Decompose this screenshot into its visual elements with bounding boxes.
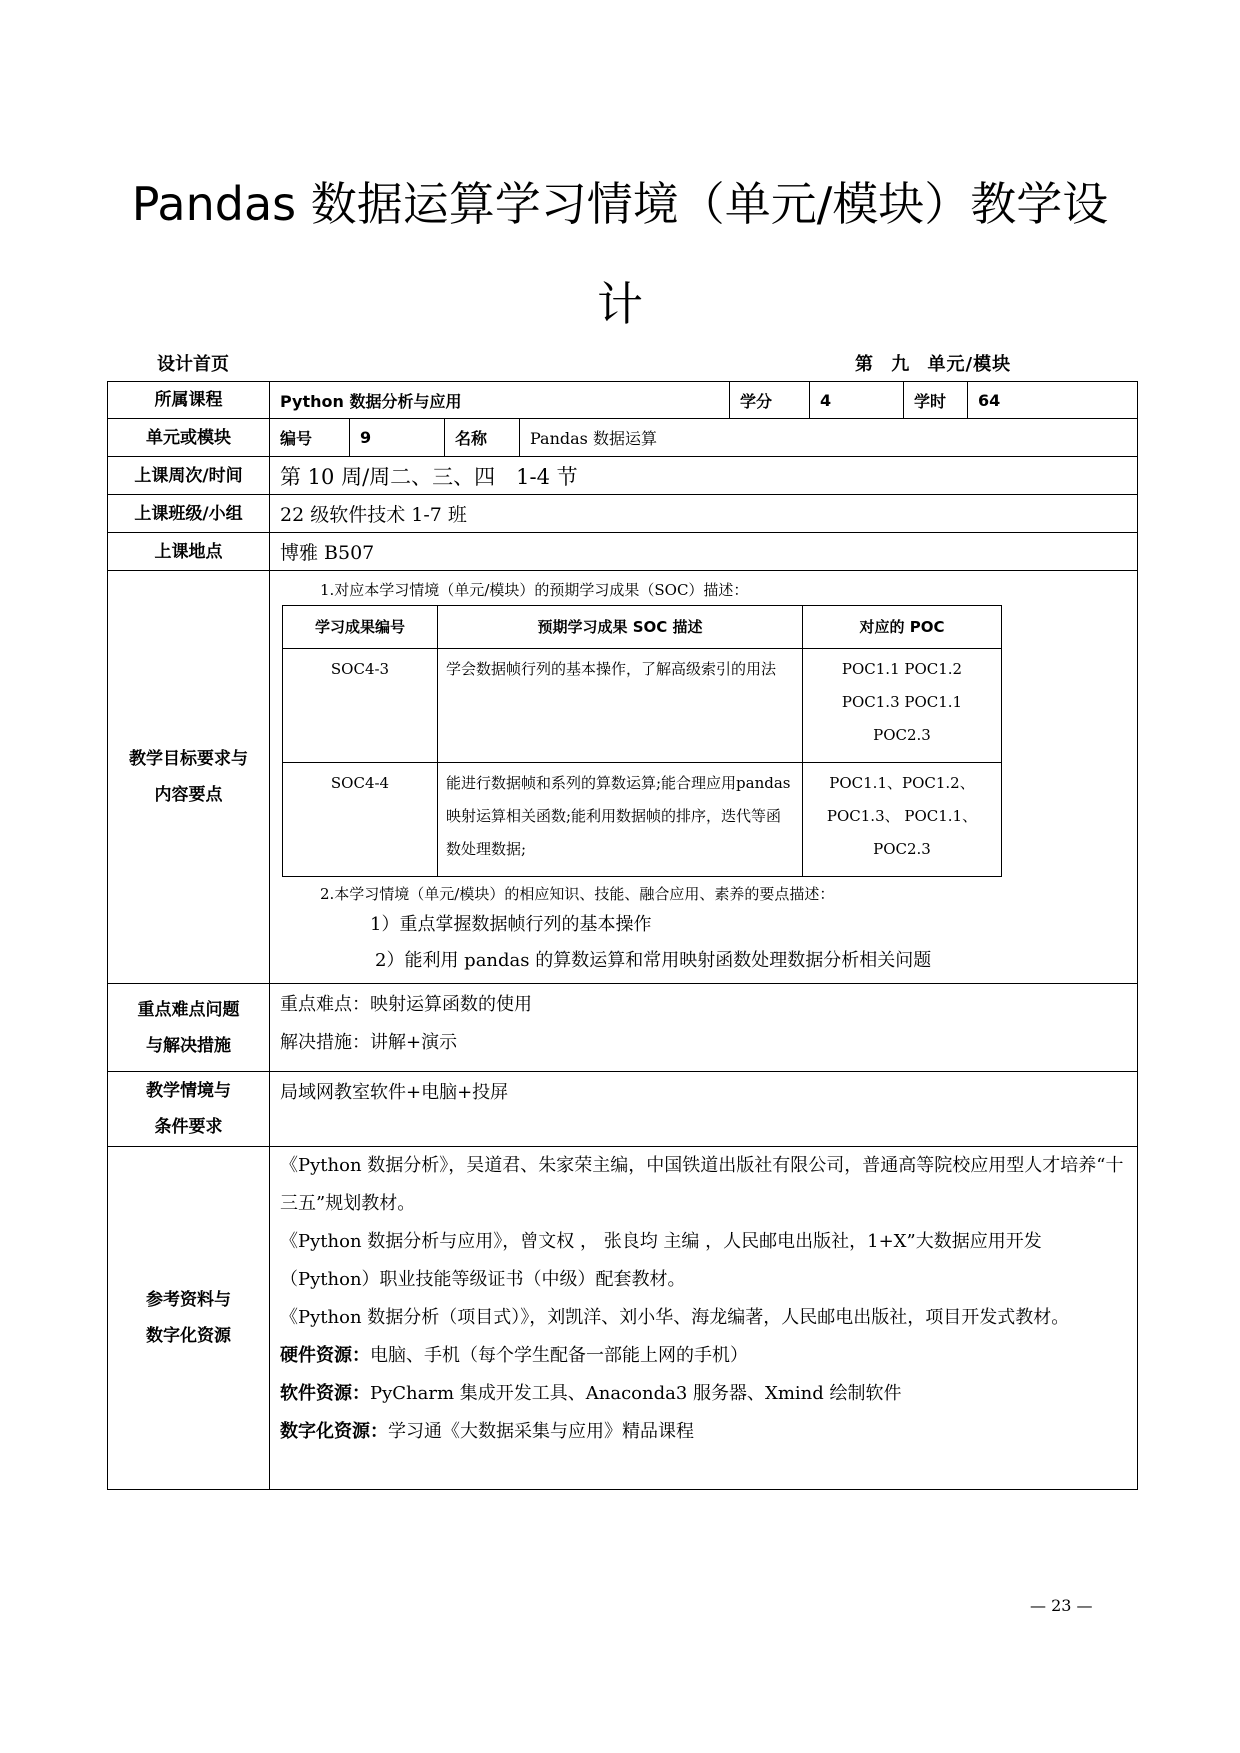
soc-poc bbox=[803, 649, 1002, 763]
design-homepage-label: 设计首页 bbox=[157, 354, 229, 375]
digital-resources bbox=[280, 1413, 1127, 1451]
soc-header-code: 学习成果编号 bbox=[283, 606, 438, 649]
soc-poc-line: POC1.3 POC1.1 bbox=[841, 693, 963, 711]
difficulty-content bbox=[270, 984, 1138, 1072]
goals-label-line2: 内容要点 bbox=[154, 785, 223, 805]
number-value: 9 bbox=[350, 419, 445, 457]
unit-label: 单元或模块 bbox=[108, 419, 270, 457]
document-title-line1: Pandas 数据运算学习情境（单元/模块）教学设 bbox=[131, 177, 1109, 231]
conditions-value: 局域网教室软件+电脑+投屏 bbox=[270, 1072, 1138, 1147]
key-point: 1）重点掌握数据帧行列的基本操作 bbox=[370, 914, 652, 935]
key-point: 2）能利用 pandas 的算数运算和常用映射函数处理数据分析相关问题 bbox=[375, 950, 932, 971]
course-label: 所属课程 bbox=[108, 382, 270, 419]
goals-row bbox=[108, 571, 1138, 984]
software-value: PyCharm 集成开发工具、Anaconda3 服务器、Xmind 绘制软件 bbox=[370, 1383, 902, 1404]
soc-desc: 能进行数据帧和系列的算数运算;能合理应用pandas映射运算相关函数;能利用数据帧的排序，迭代等函数处理数据; bbox=[438, 763, 803, 877]
soc-header-desc: 预期学习成果 SOC 描述 bbox=[438, 606, 803, 649]
hardware-value: 电脑、手机（每个学生配备一部能上网的手机） bbox=[370, 1345, 748, 1366]
difficulty-label-line2: 与解决措施 bbox=[146, 1035, 231, 1056]
reference-item: 《Python 数据分析》，吴道君、朱家荣主编，中国铁道出版社有限公司，普通高等院校应用型人才培养“十三五”规划教材。 bbox=[280, 1155, 1124, 1214]
class-value: 22 级软件技术 1-7 班 bbox=[270, 495, 1138, 533]
soc-header-poc: 对应的 POC bbox=[803, 606, 1002, 649]
place-value: 博雅 B507 bbox=[270, 533, 1138, 571]
credit-label: 学分 bbox=[730, 382, 810, 419]
references-content bbox=[270, 1147, 1138, 1490]
page-number: — 23 — bbox=[1030, 1596, 1093, 1615]
place-row bbox=[108, 533, 1138, 571]
week-label: 上课周次/时间 bbox=[108, 457, 270, 495]
hardware-resources bbox=[280, 1337, 1127, 1375]
difficulty-line: 重点难点：映射运算函数的使用 bbox=[280, 994, 532, 1015]
difficulty-label bbox=[108, 984, 270, 1072]
soc-poc-line: POC2.3 bbox=[873, 840, 931, 858]
course-design-table bbox=[107, 381, 1138, 1490]
unit-module-label: 第 九 单元/模块 bbox=[855, 354, 1012, 375]
number-label: 编号 bbox=[270, 419, 350, 457]
soc-poc-line: POC2.3 bbox=[873, 726, 931, 744]
week-row bbox=[108, 457, 1138, 495]
difficulty-row bbox=[108, 984, 1138, 1072]
conditions-label bbox=[108, 1072, 270, 1147]
references-label bbox=[108, 1147, 270, 1490]
credit-value: 4 bbox=[810, 382, 904, 419]
software-label: 软件资源： bbox=[280, 1383, 370, 1404]
goals-label bbox=[108, 571, 270, 984]
conditions-row bbox=[108, 1072, 1138, 1147]
goals-content bbox=[270, 571, 1138, 984]
soc-row bbox=[283, 649, 1002, 763]
course-row bbox=[108, 382, 1138, 419]
reference-item: 《Python 数据分析与应用》，曾文权 ， 张良均 主编 ，人民邮电出版社，1+X”大数据应用开发（Python）职业技能等级证书（中级）配套教材。 bbox=[280, 1231, 1042, 1290]
soc-code: SOC4-4 bbox=[283, 763, 438, 877]
reference-item: 《Python 数据分析（项目式）》，刘凯洋、刘小华、海龙编著，人民邮电出版社，项目开发式教材。 bbox=[280, 1307, 1070, 1328]
digital-value: 学习通《大数据采集与应用》精品课程 bbox=[388, 1421, 694, 1442]
key-points-intro: 2.本学习情境（单元/模块）的相应知识、技能、融合应用、素养的要点描述： bbox=[320, 885, 835, 903]
soc-row bbox=[283, 763, 1002, 877]
soc-poc-line: POC1.3、 POC1.1、 bbox=[826, 807, 978, 825]
class-label: 上课班级/小组 bbox=[108, 495, 270, 533]
class-row bbox=[108, 495, 1138, 533]
conditions-label-line2: 条件要求 bbox=[154, 1117, 223, 1137]
soc-desc: 学会数据帧行列的基本操作，了解高级索引的用法 bbox=[438, 649, 803, 763]
name-label: 名称 bbox=[445, 419, 520, 457]
soc-header-row bbox=[283, 606, 1002, 649]
goals-label-line1: 教学目标要求与 bbox=[129, 749, 248, 769]
soc-intro: 1.对应本学习情境（单元/模块）的预期学习成果（SOC）描述： bbox=[320, 581, 749, 599]
difficulty-label-line1: 重点难点问题 bbox=[137, 999, 240, 1020]
conditions-label-line1: 教学情境与 bbox=[146, 1081, 231, 1101]
references-label-line2: 数字化资源 bbox=[146, 1326, 231, 1346]
soc-code: SOC4-3 bbox=[283, 649, 438, 763]
soc-poc-line: POC1.1、POC1.2、 bbox=[829, 774, 975, 792]
document-title-line2: 计 bbox=[597, 277, 643, 331]
name-value: Pandas 数据运算 bbox=[520, 419, 1138, 457]
unit-row bbox=[108, 419, 1138, 457]
week-value: 第 10 周/周二、三、四 1-4 节 bbox=[270, 457, 1138, 495]
soc-poc bbox=[803, 763, 1002, 877]
hours-label: 学时 bbox=[904, 382, 968, 419]
course-value: Python 数据分析与应用 bbox=[270, 382, 730, 419]
digital-label: 数字化资源： bbox=[280, 1421, 388, 1442]
soc-poc-line: POC1.1 POC1.2 bbox=[841, 660, 963, 678]
solution-line: 解决措施：讲解+演示 bbox=[280, 1032, 458, 1053]
references-row bbox=[108, 1147, 1138, 1490]
hours-value: 64 bbox=[968, 382, 1138, 419]
software-resources bbox=[280, 1375, 1127, 1413]
place-label: 上课地点 bbox=[108, 533, 270, 571]
hardware-label: 硬件资源： bbox=[280, 1345, 370, 1366]
soc-table bbox=[282, 605, 1002, 877]
references-label-line1: 参考资料与 bbox=[146, 1290, 231, 1310]
